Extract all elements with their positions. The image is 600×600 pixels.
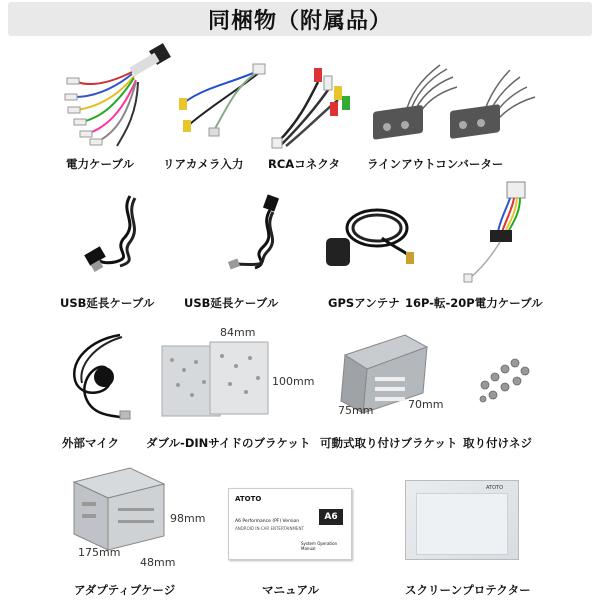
manual-line2: ANDROID IN-CAR ENTERTAINMENT [235,526,304,531]
item-label-power-cable: 電力ケーブル [66,157,134,171]
rear-camera-input-image [165,62,270,142]
line-out-converter-image [365,55,560,145]
item-label-usb-2: USB延長ケーブル [184,296,279,310]
item-label-screws: 取り付けネジ [463,436,532,450]
item-label-protector: スクリーンプロテクター [405,583,531,597]
cage-height-dim: 98mm [170,512,206,525]
item-label-line-out: ラインアウトコンバーター [367,157,504,171]
rca-connector-image [268,62,358,152]
manual-line1: A6 Performance (PF) Version [235,519,300,524]
movable-width-dim: 75mm [338,404,374,417]
movable-height-dim: 70mm [408,398,444,411]
double-din-bracket-image [160,340,270,420]
page-title-bar [8,2,592,36]
external-mic-image [60,325,140,425]
item-label-rear-camera: リアカメラ入力 [163,157,244,171]
manual-line3: System Operation Manual [301,541,338,551]
screws-image [475,355,535,405]
cage-depth-dim: 48mm [140,556,176,569]
usb-cable-2-image [215,192,295,277]
item-label-gps: GPSアンテナ [328,296,400,310]
bracket-width-dim: 84mm [220,326,256,339]
protector-brand: ATOTO [486,485,504,491]
manual-model-badge: A6 [319,509,343,525]
item-label-16p-20p: 16P-転-20P電力ケーブル [405,296,543,310]
item-label-double-din: ダブル-DINサイドのブラケット [146,436,311,450]
item-label-cage: アダプティブケージ [74,583,176,597]
item-label-movable: 可動式取り付けブラケット [320,436,458,450]
item-label-usb-1: USB延長ケーブル [60,296,155,310]
manual-brand: ATOTO [235,495,262,503]
manual-image [228,488,352,560]
page-title: 同梱物（附属品） [207,8,392,34]
item-label-manual: マニュアル [262,583,320,597]
cage-width-dim: 175mm [78,546,121,559]
power-adapter-16p-20p-image [462,180,542,285]
bracket-height-dim: 100mm [272,375,315,388]
gps-antenna-image [322,198,417,273]
usb-cable-1-image [80,192,160,277]
item-label-mic: 外部マイク [62,436,120,450]
screen-protector-image [405,480,519,560]
item-label-rca: RCAコネクタ [268,157,340,171]
adaptive-cage-image [68,462,173,552]
